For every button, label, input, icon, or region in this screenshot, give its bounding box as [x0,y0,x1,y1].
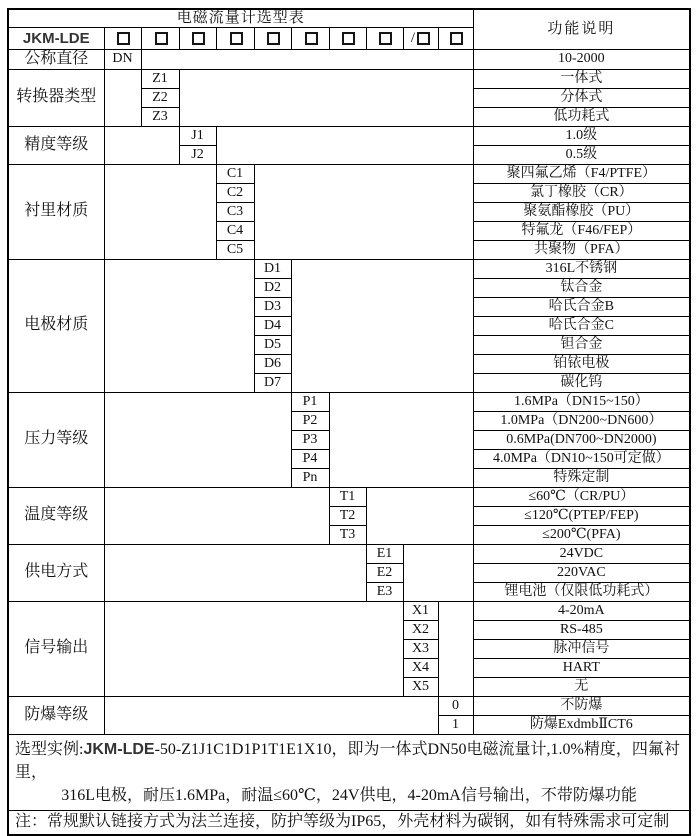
model-checkbox[interactable] [305,32,318,45]
desc-cell: 锂电池（仅限低功耗式） [473,582,690,601]
category-power-supply: 供电方式 [8,544,104,601]
desc-cell: 4.0MPa（DN10~150可定做） [473,449,690,468]
model-checkbox[interactable] [450,32,463,45]
empty-cell [104,544,366,601]
empty-cell [438,601,473,696]
category-converter-type: 转换器类型 [8,69,104,126]
code-cell: X5 [403,677,438,696]
model-checkbox-cell [403,28,438,50]
desc-cell: 一体式 [473,69,690,88]
example-model: JKM-LDE [83,740,155,758]
code-cell: Pn [291,468,329,487]
desc-cell: ≤120℃(PTEP/FEP) [473,506,690,525]
desc-cell: RS-485 [473,620,690,639]
model-prefix: JKM-LDE [8,28,104,50]
desc-cell: 聚氨酯橡胶（PU） [473,202,690,221]
code-cell: E2 [366,563,403,582]
desc-cell: 聚四氟乙烯（F4/PTFE） [473,164,690,183]
empty-cell [291,259,473,392]
desc-cell: 哈氏合金B [473,297,690,316]
model-checkbox-cell [291,28,329,50]
desc-cell: 0.6MPa(DN700~DN2000) [473,430,690,449]
model-checkbox[interactable] [267,32,280,45]
category-electrode-material: 电极材质 [8,259,104,392]
desc-cell: 铂铱电极 [473,354,690,373]
empty-cell [104,696,438,734]
empty-cell [216,126,473,164]
code-cell: J1 [179,126,216,145]
desc-cell: 分体式 [473,88,690,107]
example-label: 选型实例: [15,740,84,758]
model-checkbox-cell [216,28,254,50]
model-checkbox-cell [104,28,141,50]
function-description-header: 功能说明 [473,9,690,50]
code-cell: T2 [329,506,366,525]
model-checkbox-cell [179,28,216,50]
example-line-1 [15,738,683,784]
desc-cell: 特氟龙（F46/FEP） [473,221,690,240]
code-cell: E1 [366,544,403,563]
model-checkbox[interactable] [417,32,430,45]
slash-separator: / [410,30,416,47]
desc-cell: 脉冲信号 [473,639,690,658]
empty-cell [104,601,403,696]
empty-cell [403,544,473,601]
desc-cell: 钛合金 [473,278,690,297]
category-pressure-grade: 压力等级 [8,392,104,487]
code-cell: P1 [291,392,329,411]
code-cell: X3 [403,639,438,658]
code-cell: Z3 [141,107,179,126]
code-cell: X1 [403,601,438,620]
code-cell: C3 [216,202,254,221]
desc-cell: 220VAC [473,563,690,582]
code-cell: Z2 [141,88,179,107]
desc-cell: 共聚物（PFA） [473,240,690,259]
code-cell: C4 [216,221,254,240]
code-cell: X2 [403,620,438,639]
code-cell: X4 [403,658,438,677]
model-checkbox[interactable] [342,32,355,45]
category-signal-output: 信号输出 [8,601,104,696]
note-row: 注：常规默认链接方式为法兰连接，防护等级为IP65，外壳材料为碳钢，如有特殊需求可定制 [8,811,690,835]
code-cell: C5 [216,240,254,259]
code-cell: E3 [366,582,403,601]
code-cell: 1 [438,715,473,734]
code-cell: P4 [291,449,329,468]
desc-cell: 316L不锈钢 [473,259,690,278]
empty-cell [104,164,216,259]
code-cell: Z1 [141,69,179,88]
model-checkbox[interactable] [155,32,168,45]
code-cell: C2 [216,183,254,202]
code-cell: D6 [254,354,291,373]
model-checkbox-cell [141,28,179,50]
empty-cell [104,487,329,544]
desc-cell: 1.6MPa（DN15~150） [473,392,690,411]
category-nominal-diameter: 公称直径 [8,50,104,69]
example-text: -50-Z1J1C1D1P1T1E1X10，即为一体式DN50电磁流量计,1.0%精度，四氟衬里， [15,740,680,781]
desc-cell: 碳化钨 [473,373,690,392]
category-temperature-grade: 温度等级 [8,487,104,544]
desc-cell: ≤60℃（CR/PU） [473,487,690,506]
model-checkbox-cell [254,28,291,50]
model-checkbox[interactable] [117,32,130,45]
selection-example [8,734,690,811]
code-cell: D5 [254,335,291,354]
category-explosion-proof: 防爆等级 [8,696,104,734]
code-cell: D1 [254,259,291,278]
desc-cell: 哈氏合金C [473,316,690,335]
empty-cell [104,392,291,487]
code-cell: T1 [329,487,366,506]
desc-cell: HART [473,658,690,677]
code-cell: T3 [329,525,366,544]
category-liner-material: 衬里材质 [8,164,104,259]
model-checkbox[interactable] [192,32,205,45]
desc-cell: 0.5级 [473,145,690,164]
empty-cell [104,69,141,126]
desc-cell: 1.0MPa（DN200~DN600） [473,411,690,430]
model-checkbox-cell [438,28,473,50]
code-cell: C1 [216,164,254,183]
code-cell: 0 [438,696,473,715]
code-cell: P3 [291,430,329,449]
table-title: 电磁流量计选型表 [8,9,473,28]
desc-cell: 钽合金 [473,335,690,354]
desc-cell: 氯丁橡胶（CR） [473,183,690,202]
empty-cell [104,126,179,164]
empty-cell [104,259,254,392]
code-cell: P2 [291,411,329,430]
code-cell: J2 [179,145,216,164]
model-checkbox[interactable] [379,32,392,45]
empty-cell [366,487,473,544]
category-accuracy-grade: 精度等级 [8,126,104,164]
empty-cell [329,392,473,487]
code-cell: DN [104,50,141,69]
desc-cell: 特殊定制 [473,468,690,487]
code-cell: D4 [254,316,291,335]
model-checkbox-cell [329,28,366,50]
desc-cell: 24VDC [473,544,690,563]
desc-cell: 1.0级 [473,126,690,145]
example-line-2: 316L电极，耐压1.6MPa，耐温≤60℃，24V供电，4-20mA信号输出，不带防爆功能 [61,787,637,805]
desc-cell: 无 [473,677,690,696]
desc-cell: 低功耗式 [473,107,690,126]
code-cell: D3 [254,297,291,316]
empty-cell [254,164,473,259]
desc-cell: 防爆ExdmbⅡCT6 [473,715,690,734]
desc-cell: 4-20mA [473,601,690,620]
desc-cell: 不防爆 [473,696,690,715]
model-checkbox[interactable] [230,32,243,45]
code-cell: D7 [254,373,291,392]
desc-cell: 10-2000 [473,50,690,69]
code-cell: D2 [254,278,291,297]
desc-cell: ≤200℃(PFA) [473,525,690,544]
empty-cell [179,69,473,126]
empty-cell [141,50,473,69]
model-checkbox-cell [366,28,403,50]
selection-table [7,8,691,836]
